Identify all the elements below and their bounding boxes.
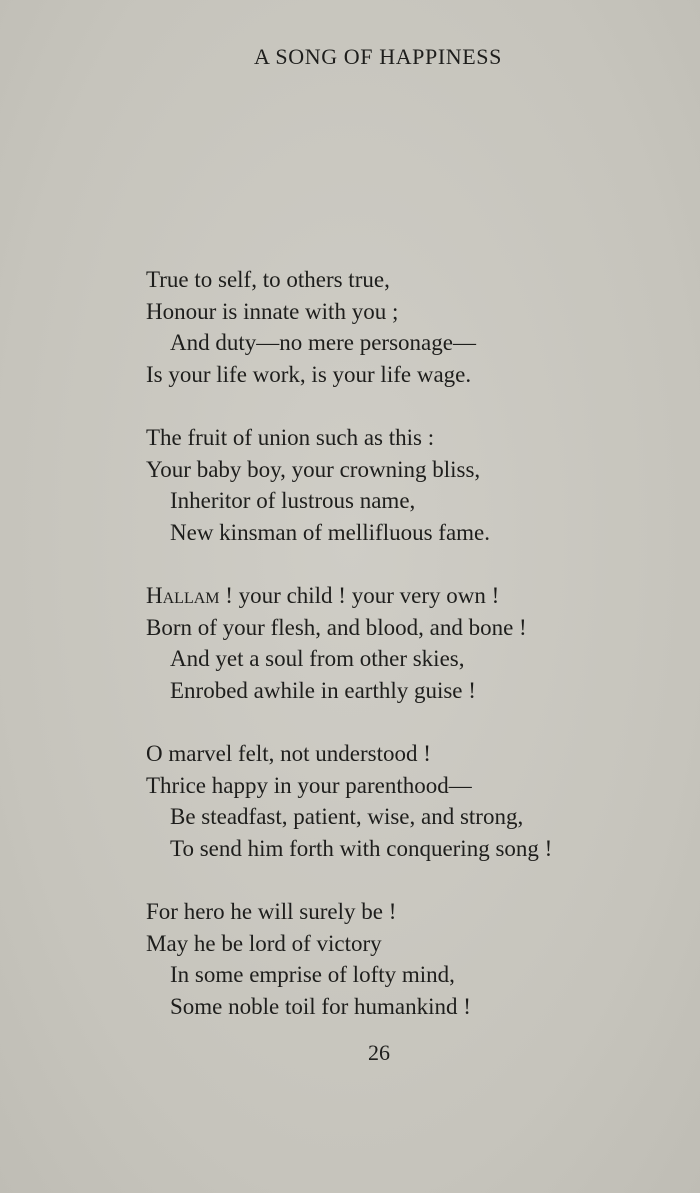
poem-line: Born of your flesh, and blood, and bone ! bbox=[146, 614, 527, 640]
stanza-1 bbox=[146, 264, 666, 390]
stanza-2 bbox=[146, 422, 666, 548]
poem-line-indented: And yet a soul from other skies, bbox=[170, 646, 465, 671]
poem-line: For hero he will surely be ! bbox=[146, 899, 397, 924]
poem-line: Is your life work, is your life wage. bbox=[146, 361, 472, 387]
poem-line-indented: Some noble toil for humankind ! bbox=[170, 993, 471, 1019]
poem-line: O marvel felt, not understood ! bbox=[146, 741, 431, 766]
poem-line-indented: Inheritor of lustrous name, bbox=[170, 488, 416, 513]
poem bbox=[146, 264, 666, 1054]
poem-line-indented: Enrobed awhile in earthly guise ! bbox=[170, 677, 476, 703]
poem-line bbox=[146, 580, 666, 612]
running-title: A SONG OF HAPPINESS bbox=[254, 44, 502, 69]
stanza-3 bbox=[146, 580, 666, 706]
poem-line: Honour is innate with you ; bbox=[146, 298, 399, 324]
page-number-footer bbox=[0, 1040, 700, 1066]
stanza-4 bbox=[146, 738, 666, 864]
poem-line-indented: To send him forth with conquering song ! bbox=[170, 835, 553, 861]
poem-line: The fruit of union such as this : bbox=[146, 425, 435, 450]
poem-line-indented: Be steadfast, patient, wise, and strong, bbox=[170, 804, 524, 829]
poem-line-rest: ! your child ! your very own ! bbox=[219, 583, 500, 608]
running-header bbox=[0, 44, 700, 70]
name-hallam: Hallam bbox=[146, 583, 220, 608]
poem-line: Your baby boy, your crowning bliss, bbox=[146, 456, 481, 482]
poem-line-indented: New kinsman of mellifluous fame. bbox=[170, 519, 491, 545]
stanza-5 bbox=[146, 896, 666, 1022]
poem-line-indented: And duty—no mere personage— bbox=[170, 330, 476, 355]
page-number: 26 bbox=[368, 1040, 390, 1065]
poem-line: True to self, to others true, bbox=[146, 267, 390, 292]
poem-line-indented: In some emprise of lofty mind, bbox=[170, 962, 455, 987]
poem-line: Thrice happy in your parenthood— bbox=[146, 772, 472, 798]
poem-line: May he be lord of victory bbox=[146, 930, 382, 956]
